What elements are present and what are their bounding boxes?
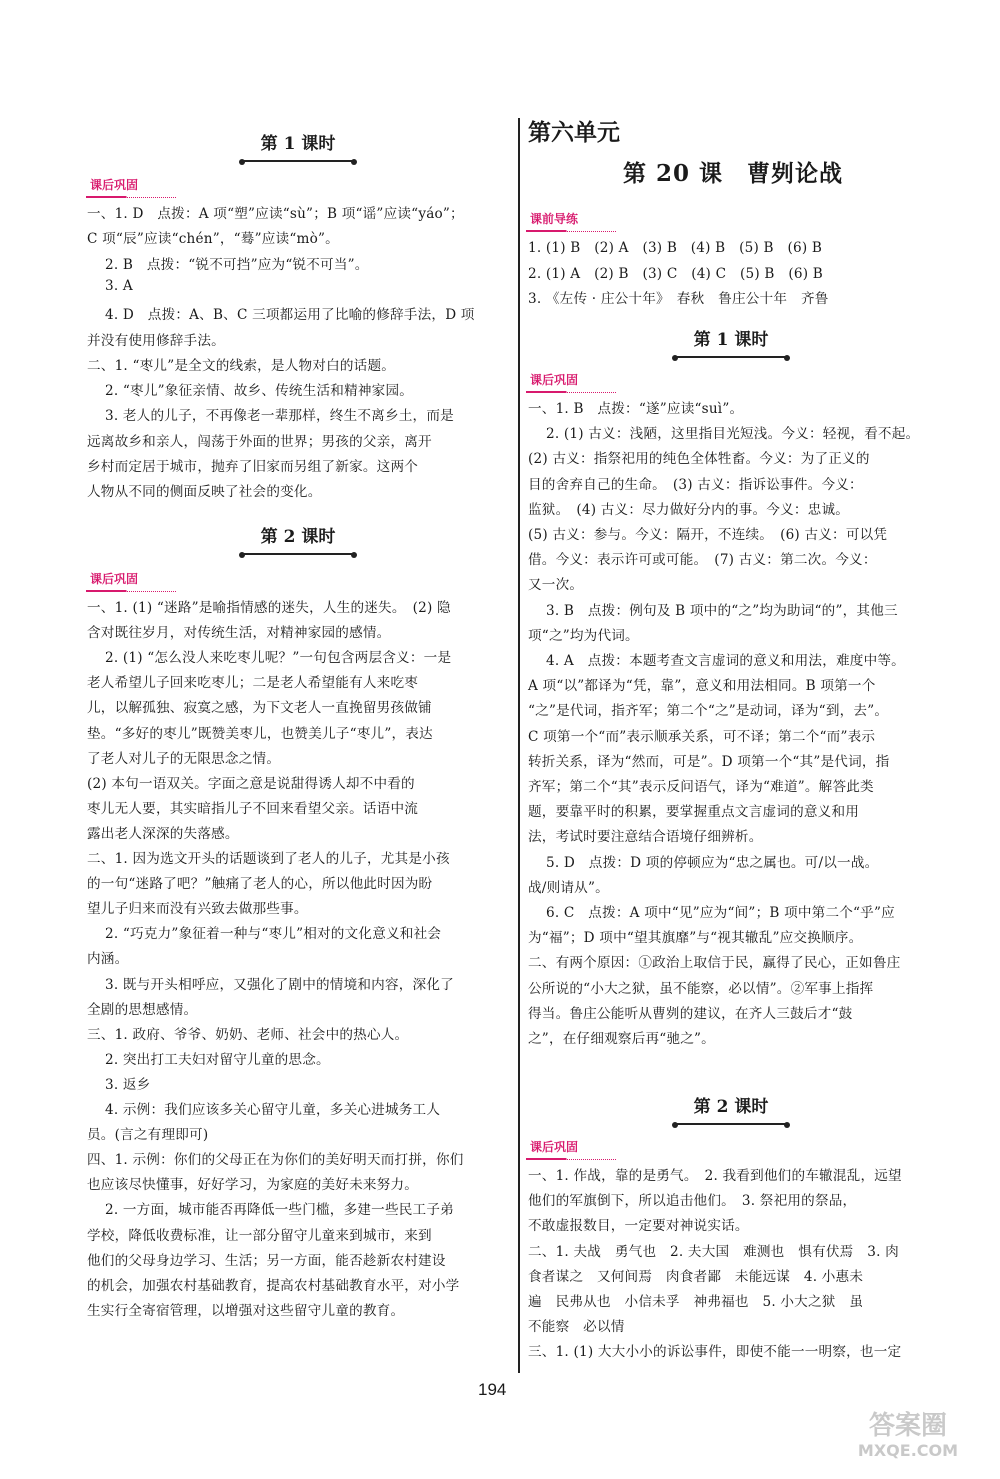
text-line: 4. A 点拨：本题考查文言虚词的意义和用法，难度中等。 xyxy=(546,653,905,669)
text-line: 他们的军旗倒下，所以追击他们。 3. 祭祀用的祭品， xyxy=(528,1193,857,1210)
text-line: 员。(言之有理即可) xyxy=(87,1127,209,1144)
text-line: 3. 既与开头相呼应，又强化了剧中的情境和内容，深化了 xyxy=(105,976,454,993)
text-line: 三、1. (1) 大大小小的诉讼事件，即使不能一一明察，也一定 xyxy=(528,1344,902,1361)
text-line: 老人希望儿子回来吃枣儿；二是老人希望能有人来吃枣 xyxy=(87,675,419,692)
text-line: 的机会，加强农村基础教育，提高农村基础教育水平，对小学 xyxy=(87,1277,460,1294)
text-line: (2) 本句一语双关。字面之意是说甜得诱人却不中看的 xyxy=(87,775,415,792)
text-line: 一、1. D 点拨：A 项“塑”应读“sù”；B 项“谣”应读“yáo”； xyxy=(87,206,464,222)
text-line: C 项第一个“而”表示顺承关系，可不译；第二个“而”表示 xyxy=(528,728,876,745)
text-line: 4. D 点拨：A、B、C 三项都运用了比喻的修辞手法，D 项 xyxy=(105,307,475,324)
text-line: 4. 示例：我们应该多关心留守儿童，多关心进城务工人 xyxy=(105,1102,441,1118)
text-line: 一、1. 作战，靠的是勇气。 2. 我看到他们的车辙混乱，远望 xyxy=(528,1168,902,1184)
text-line: 2. 突出打工夫妇对留守儿童的思念。 xyxy=(105,1051,330,1068)
text-line: 也应该尽快懂事，好好学习，为家庭的美好未来努力。 xyxy=(87,1177,419,1194)
text-line: 二、1. “枣儿”是全文的线索，是人物对白的话题。 xyxy=(87,357,396,374)
text-line: 转折关系，译为“然而，可是”。D 项第一个“其”是代词，指 xyxy=(528,753,890,770)
text-line: 2. (1) 古义：浅陋，这里指目光短浅。今义：轻视，看不起。 xyxy=(546,426,920,443)
text-line: 5. D 点拨：D 项的停顿应为“忠之属也。可/以一战。 xyxy=(546,854,879,871)
text-line: 2. B 点拨：“锐不可挡”应为“锐不可当”。 xyxy=(105,256,369,273)
text-line: 他们的父母身边学习、生活；另一方面，能否趁新农村建设 xyxy=(87,1252,446,1269)
text-line: 遍 民弗从也 小信未孚 神弗福也 5. 小大之狱 虽 xyxy=(528,1294,864,1310)
text-line: 2. (1) “怎么没人来吃枣儿呢？”一句包含两层含义：一是 xyxy=(105,650,452,667)
text-line: 2. (1) A (2) B (3) C (4) C (5) B (6) B xyxy=(528,265,823,282)
section-tag: 课后巩固 xyxy=(90,570,138,589)
text-line: 又一次。 xyxy=(528,577,584,594)
text-line: “之”是代词，指齐军；第二个“之”是动词，译为“到，去”。 xyxy=(528,703,889,720)
lesson-heading-2: 第 2 课时 xyxy=(676,1089,786,1125)
text-line: 了老人对儿子的无限思念之情。 xyxy=(87,750,281,767)
svg-text:答案圈: 答案圈 xyxy=(868,1411,948,1441)
text-line: 得当。鲁庄公能听从曹刿的建议，在齐人三鼓后才“鼓 xyxy=(528,1005,853,1022)
section-tag: 课后巩固 xyxy=(530,1138,578,1157)
text-line: 2. “枣儿”象征亲情、故乡、传统生活和精神家园。 xyxy=(105,383,414,400)
text-line: 二、1. 夫战 勇气也 2. 夫大国 难测也 惧有伏焉 3. 肉 xyxy=(528,1243,899,1260)
text-line: 3. A xyxy=(105,277,133,294)
lesson-title: 第 20 课 曹刿论战 xyxy=(623,160,844,187)
text-line: 食者谋之 又何间焉 肉食者鄙 未能远谋 4. 小惠未 xyxy=(528,1268,864,1285)
text-line: 含对既往岁月，对传统生活，对精神家园的感情。 xyxy=(87,625,391,642)
text-line: 生实行全寄宿管理，以增强对这些留守儿童的教育。 xyxy=(87,1302,405,1319)
text-line: 望儿子归来而没有兴致去做那些事。 xyxy=(87,901,308,918)
text-line: 2. 一方面，城市能否再降低一些门槛，多建一些民工子弟 xyxy=(105,1202,454,1219)
text-line: 法，考试时要注意结合语境仔细辨析。 xyxy=(528,829,763,846)
text-line: C 项“辰”应读“chén”，“蓦”应读“mò”。 xyxy=(87,231,339,248)
text-line: 不敢虚报数目，一定要对神说实话。 xyxy=(528,1218,749,1235)
text-line: 内涵。 xyxy=(87,951,129,968)
text-line: 3. 返乡 xyxy=(105,1076,151,1093)
text-line: 一、1. B 点拨：“遂”应读“suì”。 xyxy=(528,401,744,417)
text-line: 二、有两个原因：①政治上取信于民，赢得了民心，正如鲁庄 xyxy=(528,955,901,972)
lesson-heading-1: 第 1 课时 xyxy=(676,322,786,358)
lesson-heading-1: 第 1 课时 xyxy=(243,126,353,162)
text-line: 一、1. (1) “迷路”是喻指情感的迷失，人生的迷失。 (2) 隐 xyxy=(87,600,451,616)
text-line: 枣儿无人要，其实暗指儿子不回来看望父亲。话语中流 xyxy=(87,800,419,817)
column-divider xyxy=(518,118,520,1373)
text-line: 项“之”均为代词。 xyxy=(528,627,639,644)
text-line: 目的舍弃自己的生命。 (3) 古义：指诉讼事件。今义： xyxy=(528,476,863,493)
text-line: 1. (1) B (2) A (3) B (4) B (5) B (6) B xyxy=(528,240,823,256)
text-line: 乡村而定居于城市，抛弃了旧家而另组了新家。这两个 xyxy=(87,459,419,475)
text-line: 3. 《左传 · 庄公十年》 春秋 鲁庄公十年 齐鲁 xyxy=(528,291,829,307)
unit-title: 第六单元 xyxy=(528,120,620,146)
text-line: 之”，在仔细观察后再“驰之”。 xyxy=(528,1031,715,1047)
text-line: 并没有使用修辞手法。 xyxy=(87,332,225,349)
text-line: 齐军；第二个“其”表示反问语气，译为“难道”。解答此类 xyxy=(528,779,874,795)
text-line: 6. C 点拨：A 项中“见”应为“间”；B 项中第二个“乎”应 xyxy=(546,905,895,921)
text-line: 垫。“多好的枣儿”既赞美枣儿，也赞美儿子“枣儿”，表达 xyxy=(87,725,433,742)
svg-text:MXQE.COM: MXQE.COM xyxy=(857,1441,959,1460)
text-line: 2. “巧克力”象征着一种与“枣儿”相对的文化意义和社会 xyxy=(105,926,442,943)
text-line: 全剧的思想感情。 xyxy=(87,1001,198,1018)
text-line: A 项“以”都译为“凭，靠”，意义和用法相同。B 项第一个 xyxy=(528,678,876,695)
text-line: 监狱。 (4) 古义：尽力做好分内的事。今义：忠诚。 xyxy=(528,501,850,518)
text-line: 三、1. 政府、爷爷、奶奶、老师、社会中的热心人。 xyxy=(87,1026,409,1043)
text-line: 远离故乡和亲人，闯荡于外面的世界；男孩的父亲，离开 xyxy=(87,433,432,450)
text-line: (5) 古义：参与。今义：隔开，不连续。 (6) 古义：可以凭 xyxy=(528,527,888,543)
text-line: 公所说的“小大之狱，虽不能察，必以情”。②军事上指挥 xyxy=(528,980,874,997)
text-line: 战/则请从”。 xyxy=(528,879,609,896)
text-line: 人物从不同的侧面反映了社会的变化。 xyxy=(87,484,322,501)
text-line: 题，要靠平时的积累，要掌握重点文言虚词的意义和用 xyxy=(528,804,860,821)
section-tag: 课前导练 xyxy=(530,210,578,229)
text-line: 借。今义：表示许可或可能。 (7) 古义：第二次。今义： xyxy=(528,552,877,569)
section-tag: 课后巩固 xyxy=(530,371,578,390)
text-line: 儿，以解孤独、寂寞之感，为下文老人一直挽留男孩做铺 xyxy=(87,700,432,717)
section-tag: 课后巩固 xyxy=(90,176,138,195)
text-line: 3. 老人的儿子，不再像老一辈那样，终生不离乡土，而是 xyxy=(105,408,454,425)
lesson-heading-2: 第 2 课时 xyxy=(243,519,353,555)
text-line: 四、1. 示例：你们的父母正在为你们的美好明天而打拼，你们 xyxy=(87,1152,464,1169)
text-line: 3. B 点拨：例句及 B 项中的“之”均为助词“的”，其他三 xyxy=(546,602,898,619)
text-line: 学校，降低收费标准，让一部分留守儿童来到城市，来到 xyxy=(87,1227,432,1244)
watermark-logo xyxy=(848,1402,968,1462)
text-line: (2) 古义：指祭祀用的纯色全体牲畜。今义：为了正义的 xyxy=(528,451,870,468)
text-line: 露出老人深深的失落感。 xyxy=(87,825,239,842)
text-line: 二、1. 因为选文开头的话题谈到了老人的儿子，尤其是小孩 xyxy=(87,851,450,867)
text-line: 的一句“迷路了吧？”触痛了老人的心，所以他此时因为盼 xyxy=(87,876,433,893)
page-number: 194 xyxy=(478,1380,507,1399)
text-line: 不能察 必以情 xyxy=(528,1319,625,1336)
text-line: 为“福”；D 项中“望其旗靡”与“视其辙乱”应交换顺序。 xyxy=(528,930,863,947)
